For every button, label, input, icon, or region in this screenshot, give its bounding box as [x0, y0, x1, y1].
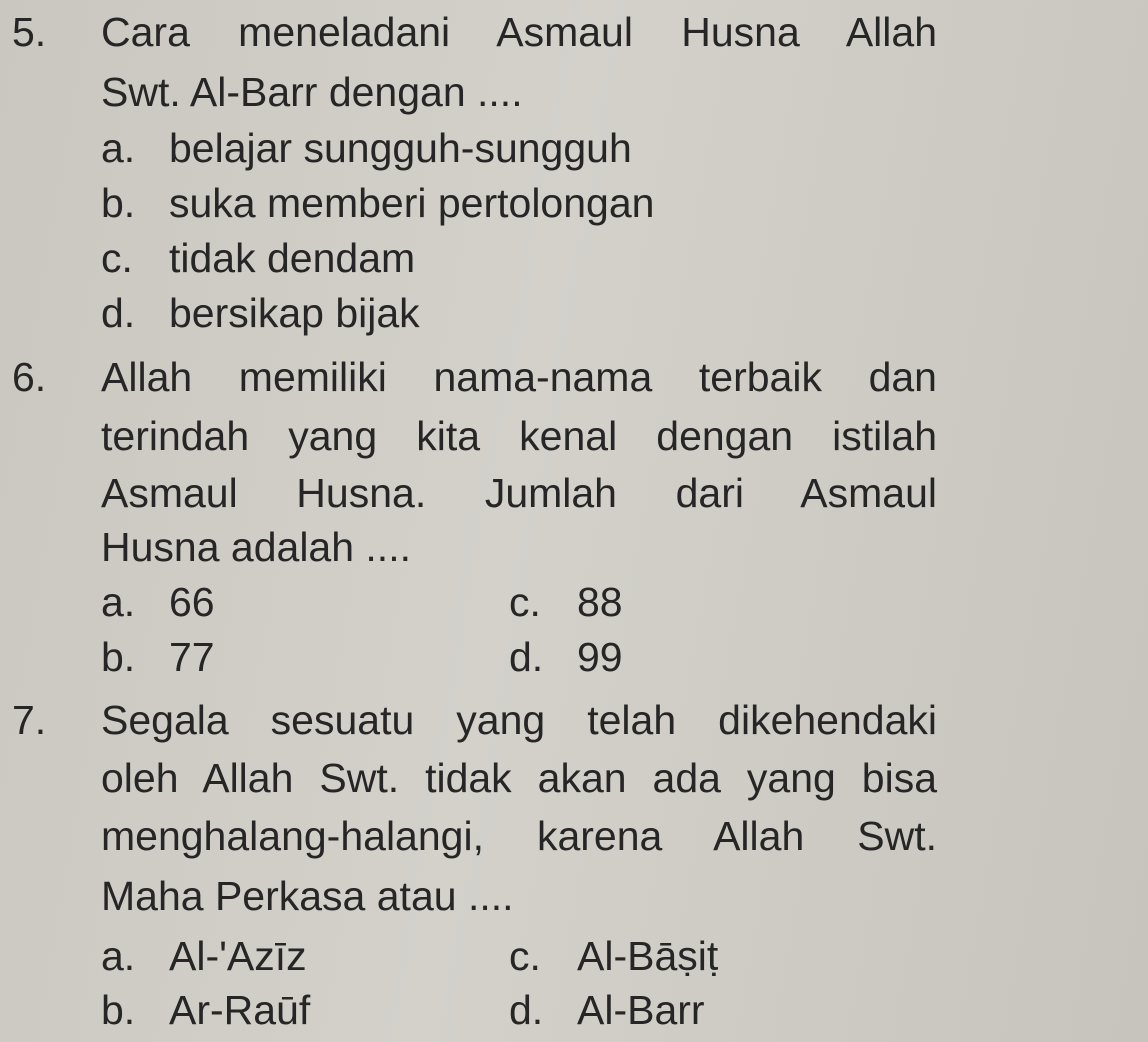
option-item	[509, 931, 718, 981]
question-text-line: Cara meneladani Asmaul Husna Allah	[101, 9, 937, 55]
option-letter: b.	[101, 180, 136, 226]
question-number: 7.	[12, 697, 47, 743]
option-item	[509, 632, 623, 682]
option-text: Al-Bāṣiṭ	[577, 933, 719, 979]
question-text-line: oleh Allah Swt. tidak akan ada yang bisa	[101, 755, 937, 801]
option-text: 66	[169, 579, 215, 625]
option-item	[101, 632, 215, 682]
option-text: 77	[169, 634, 215, 680]
option-item	[101, 123, 632, 173]
question-text-line: Husna adalah ....	[101, 524, 411, 570]
question-text-line: Segala sesuatu yang telah dikehendaki	[101, 697, 937, 743]
question-number: 5.	[12, 9, 47, 55]
option-letter: c.	[509, 579, 541, 625]
option-item	[101, 178, 654, 228]
option-item	[101, 985, 310, 1035]
option-text: tidak dendam	[169, 235, 416, 281]
question-text-line: menghalang-halangi, karena Allah Swt.	[101, 813, 937, 859]
option-item	[101, 288, 420, 338]
option-text: belajar sungguh-sungguh	[169, 125, 632, 171]
option-text: Ar-Raūf	[169, 987, 311, 1033]
option-item	[101, 233, 415, 283]
option-letter: d.	[509, 987, 544, 1033]
question-text-line: Asmaul Husna. Jumlah dari Asmaul	[101, 470, 937, 516]
option-text: Al-Barr	[577, 987, 705, 1033]
option-letter: d.	[101, 290, 136, 336]
option-letter: b.	[101, 987, 136, 1033]
option-letter: a.	[101, 125, 136, 171]
option-item	[509, 577, 623, 627]
question-text-line: Swt. Al-Barr dengan ....	[101, 69, 523, 115]
option-text: suka memberi pertolongan	[169, 180, 655, 226]
question-text-line: Allah memiliki nama-nama terbaik dan	[101, 354, 937, 400]
option-letter: a.	[101, 933, 136, 979]
option-text: 88	[577, 579, 623, 625]
option-item	[509, 985, 705, 1035]
option-letter: a.	[101, 579, 136, 625]
question-number: 6.	[12, 354, 47, 400]
option-item	[101, 931, 307, 981]
option-letter: c.	[101, 235, 133, 281]
question-text-line: terindah yang kita kenal dengan istilah	[101, 413, 937, 459]
option-text: Al-'Azīz	[169, 933, 307, 979]
question-text-line: Maha Perkasa atau ....	[101, 873, 514, 919]
option-letter: b.	[101, 634, 136, 680]
option-item	[101, 577, 215, 627]
option-text: 99	[577, 634, 623, 680]
option-letter: d.	[509, 634, 544, 680]
option-text: bersikap bijak	[169, 290, 420, 336]
option-letter: c.	[509, 933, 541, 979]
